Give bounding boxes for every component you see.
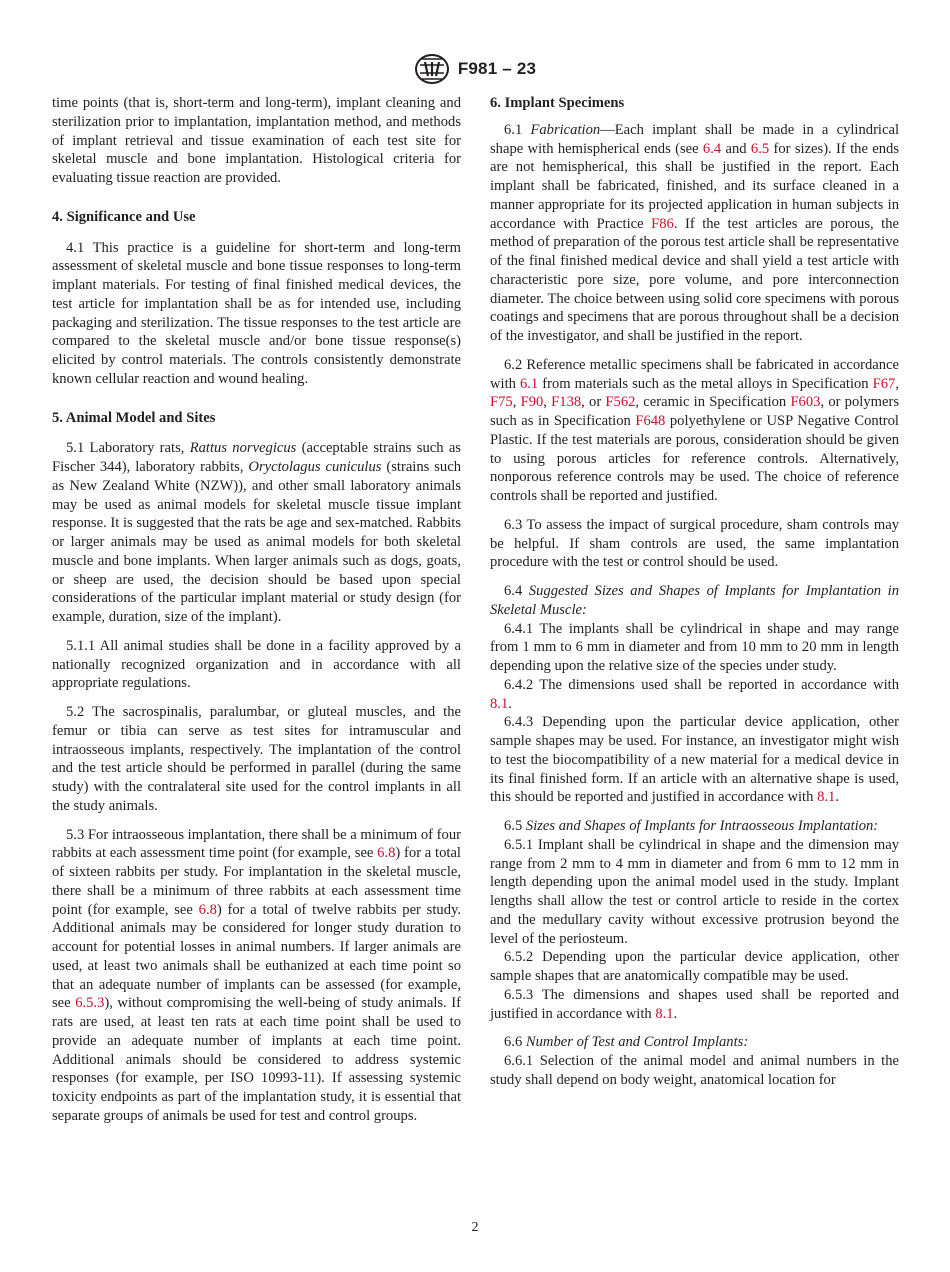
link-f562[interactable]: F562 <box>605 394 636 411</box>
link-f75[interactable]: F75 <box>490 394 513 411</box>
link-6-5-3[interactable]: 6.5.3 <box>75 995 105 1012</box>
paragraph-6-1: 6.1 Fabrication—Each implant shall be made in a cylindrical shape with hemispherical ends (see 6.4 and 6.5 for sizes). If the ends are not hemispherical, this shall be justified in the report. Each implant shall be fabricated, finished, and its surface cleaned in a manner appropriate for its projected application in human subjects in accordance with Practice F86. If the test articles are porous, the method of preparation of the porous test article shall be representative of the final finished medical device and shall yield a test article with characteristic pore size, pore volume, and pore interconnection diameter. The choice between using solid core specimens with porous coatings and specimens that are porous throughout shall be a decision of the investigator, and shall be justified in the report. <box>490 121 900 344</box>
right-column <box>490 94 899 1090</box>
page-header <box>0 52 950 86</box>
link-f138[interactable]: F138 <box>551 394 582 411</box>
link-8-1[interactable]: 8.1 <box>817 789 836 806</box>
paragraph-5-3: 5.3 For intraosseous implantation, there shall be a minimum of four rabbits at each assessment time point (for example, see 6.8) for a total of sixteen rabbits per study. For implantation in the skeletal muscle, there shall be a minimum of three rabbits at each assessment time point (for example, see 6.8) for a total of twelve rabbits per study. Additional animals may be considered for longer study duration to account for potential losses in animal numbers. If larger animals are used, at least two animals shall be euthanized at each time point so that an adequate number of implants can be assessed (for example, see 6.5.3), without compromising the well-being of study animals. If rats are used, at least ten rats at each time point shall be used to provide an adequate number of implants at each time point. Additional animals should be considered to address systemic responses (for example, per ISO 10993-11). If assessing systemic toxicity endpoints as part of the implantation study, it is essential that separate groups of animals be used for test and control groups. <box>52 826 462 1124</box>
section-4-heading: 4. Significance and Use <box>52 208 196 225</box>
link-f603[interactable]: F603 <box>790 394 821 411</box>
paragraph-5-1-1: 5.1.1 All animal studies shall be done in a facility approved by a nationally recognized organization and in accordance with all appropriate regulations. <box>52 637 461 692</box>
astm-logo-icon <box>414 53 450 85</box>
left-column <box>52 94 461 1126</box>
paragraph-6-4-2: 6.4.2 The dimensions used shall be reported in accordance with 8.1. <box>490 676 899 712</box>
paragraph-6-2: 6.2 Reference metallic specimens shall be fabricated in accordance with 6.1 from materials such as the metal alloys in Specification F67, F75, F90, F138, or F562, ceramic in Specification F603, or polymers such as in Specification F648 polyethylene or USP Negative Control Plastic. If the test materials are porous, consideration should be given to using porous articles for reference controls. Alternatively, nonporous reference controls may be used. The choice of reference controls shall be reported and justified. <box>490 356 899 504</box>
paragraph-5-1: 5.1 Laboratory rats, Rattus norvegicus (acceptable strains such as Fischer 344), laboratory rabbits, Oryctolagus cuniculus (strains such as New Zealand White (NZW)), and other small laboratory animals may be used as animal models for skeletal muscle tissue implant response. It is suggested that the rats be age and sex-matched. Rabbits or larger animals may be used as animal models for both skeletal muscle and bone implants. When larger animals such as dogs, goats, or sheep are used, the decision should be based upon special considerations of the particular implant material or study design (for example, duration, size of the implant). <box>52 440 462 625</box>
paragraph-6-6-1: 6.6.1 Selection of the animal model and animal numbers in the study shall depend on body weight, anatomical location for <box>490 1053 899 1088</box>
section-6-heading: 6. Implant Specimens <box>490 95 625 111</box>
link-8-1[interactable]: 8.1 <box>655 1005 674 1022</box>
document-designation: F981 – 23 <box>457 59 537 78</box>
paragraph-6-4-3: 6.4.3 Depending upon the particular device application, other sample shapes may be used. For instance, an investigator might wish to test the biocompatibility of a new material for a medical device in its final finished form. If an article with an alternative shape is used, this should be reported and justified in accordance with 8.1. <box>490 714 899 806</box>
paragraph-6-4: 6.4 Suggested Sizes and Shapes of Implants for Implantation in Skeletal Muscle: <box>490 583 899 618</box>
link-f648[interactable]: F648 <box>635 413 666 429</box>
paragraph-6-3: 6.3 To assess the impact of surgical procedure, sham controls may be helpful. If sham controls are used, the same implantation procedure with the test or control should be used. <box>490 516 899 571</box>
link-f90[interactable]: F90 <box>520 394 544 411</box>
link-8-1[interactable]: 8.1 <box>490 695 509 712</box>
link-6-4[interactable]: 6.4 <box>702 140 722 157</box>
page-number: 2 <box>471 1220 479 1235</box>
paragraph-6-4-1: 6.4.1 The implants shall be cylindrical in shape and may range from 1 mm to 6 mm in diameter and from 10 mm to 20 mm in length depending upon the relative size of the species under study. <box>490 620 899 674</box>
link-6-5[interactable]: 6.5 <box>750 140 770 157</box>
paragraph-3-continued: time points (that is, short-term and long-term), implant cleaning and sterilization prior to implantation, implantation method, and methods of implant retrieval and tissue examination of each test site for skeletal muscle and bone implantation. Histological criteria for evaluating tissue reaction are provided. <box>52 95 461 186</box>
paragraph-6-6: 6.6 Number of Test and Control Implants: <box>504 1034 749 1051</box>
paragraph-5-2: 5.2 The sacrospinalis, paralumbar, or gluteal muscles, and the femur or tibia can serve as test sites for intramuscular and intraosseous implants, respectively. The implantation of the control and the test article should be performed in parallel (during the same study) with the contralateral site used for the control implants in all the study animals. <box>52 704 461 814</box>
paragraph-6-5: 6.5 Sizes and Shapes of Implants for Intraosseous Implantation: <box>504 818 879 834</box>
paragraph-4-1: 4.1 This practice is a guideline for short-term and long-term assessment of skeletal muscle and bone tissue responses to long-term implant materials. For testing of final finished medical devices, the test article for implantation shall be as for intended use, including packaging and sterilization. The tissue responses to the test article are compared to the skeletal muscle and/or bone tissue response(s) elicited by control materials. The controls consistently demonstrate known cellular reaction and wound healing. <box>52 239 461 387</box>
link-6-8[interactable]: 6.8 <box>198 901 217 918</box>
paragraph-6-5-3: 6.5.3 The dimensions and shapes used shall be reported and justified in accordance with 8.1. <box>490 986 899 1022</box>
paragraph-6-5-1: 6.5.1 Implant shall be cylindrical in shape and the dimension may range from 2 mm to 4 mm in diameter and from 6 mm to 12 mm in length depending upon the animal model used in the study. Implant lengths shall allow the test or control article to reside in the cortex and the medullary cavity without excessive protrusion beyond the level of the periosteum. <box>490 836 899 947</box>
section-5-heading: 5. Animal Model and Sites <box>52 409 216 426</box>
paragraph-6-5-2: 6.5.2 Depending upon the particular device application, other sample shapes that are anatomically compatible may be used. <box>490 949 899 984</box>
link-6-1[interactable]: 6.1 <box>519 375 539 392</box>
link-f86[interactable]: F86 <box>651 215 674 232</box>
link-6-8[interactable]: 6.8 <box>377 845 396 862</box>
link-f67[interactable]: F67 <box>872 375 896 392</box>
